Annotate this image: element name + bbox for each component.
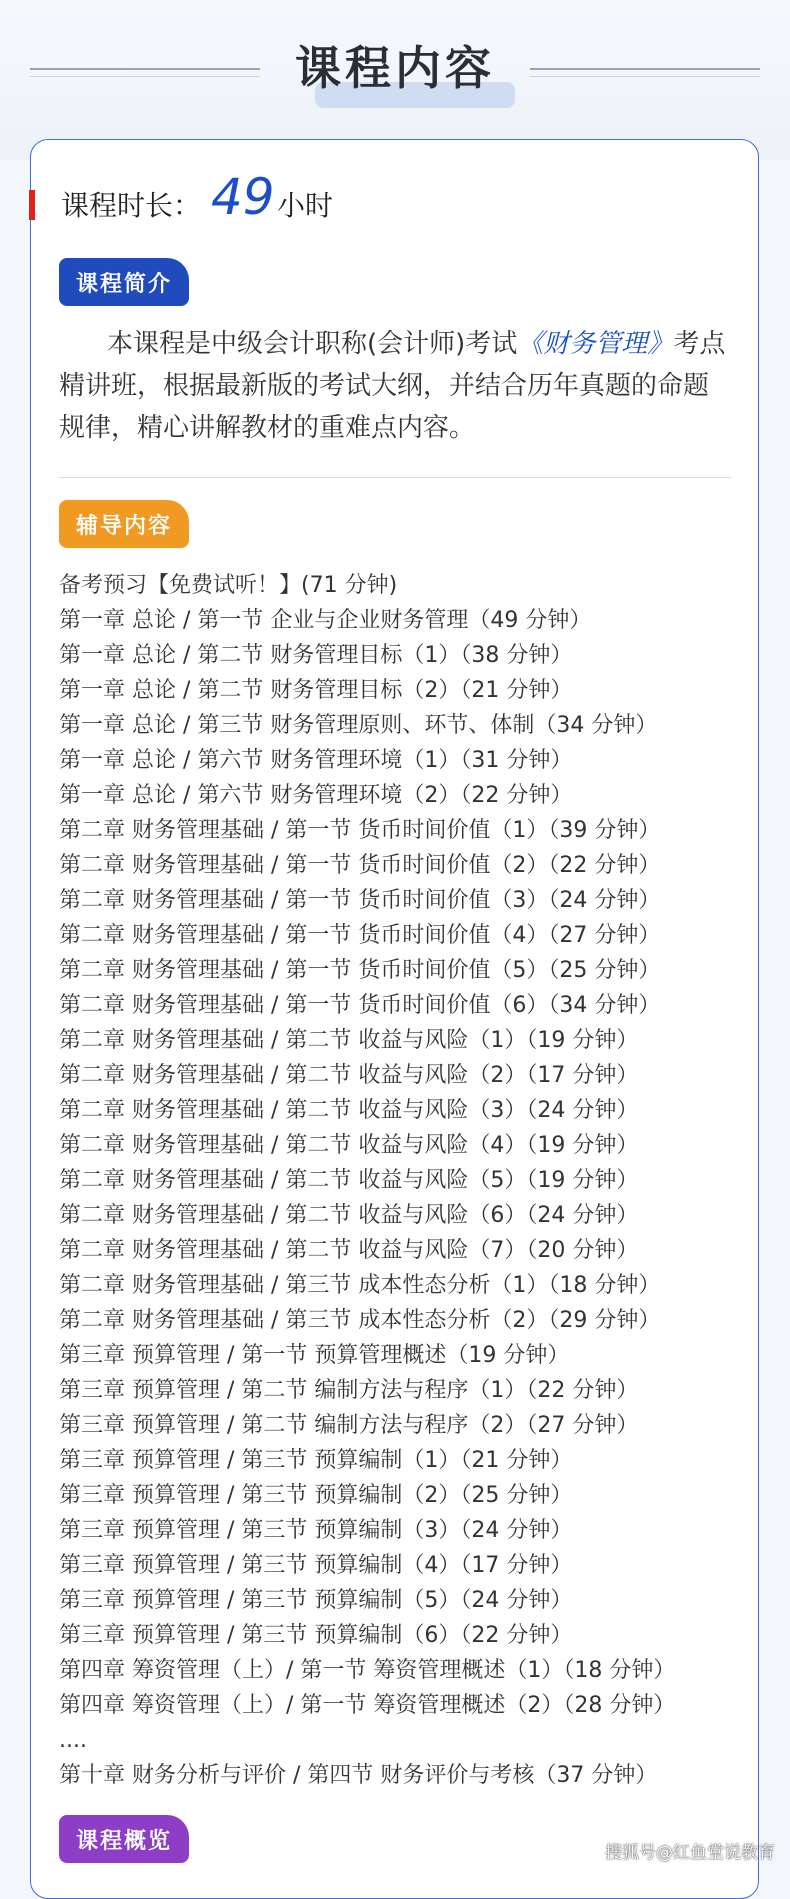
lesson-item: 第二章 财务管理基础 / 第二节 收益与风险（1）（19 分钟） [59,1028,639,1053]
lesson-item: 第二章 财务管理基础 / 第二节 收益与风险（5）（19 分钟） [59,1168,639,1193]
lesson-item: 第二章 财务管理基础 / 第二节 收益与风险（4）（19 分钟） [59,1133,639,1158]
lesson-item: 第一章 总论 / 第二节 财务管理目标（2）（21 分钟） [59,678,573,703]
lesson-item: 第十章 财务分析与评价 / 第四节 财务评价与考核（37 分钟） [59,1763,658,1788]
intro-text-before: 本课程是中级会计职称(会计师)考试 [107,329,518,359]
header-title-wrap [275,22,515,112]
lesson-item: 第一章 总论 / 第一节 企业与企业财务管理（49 分钟） [59,608,592,633]
lesson-item: 第一章 总论 / 第六节 财务管理环境（1）（31 分钟） [59,748,573,773]
tutoring-badge: 辅导内容 [59,500,189,548]
lesson-item: 第三章 预算管理 / 第三节 预算编制（4）（17 分钟） [59,1553,573,1578]
lesson-item: 第四章 筹资管理（上）/ 第一节 筹资管理概述（1）（18 分钟） [59,1658,676,1683]
lesson-item: 第二章 财务管理基础 / 第二节 收益与风险（7）（20 分钟） [59,1238,639,1263]
lesson-item: 第三章 预算管理 / 第二节 编制方法与程序（2）（27 分钟） [59,1413,639,1438]
lesson-item: 第一章 总论 / 第六节 财务管理环境（2）（22 分钟） [59,783,573,808]
lesson-item: 第二章 财务管理基础 / 第一节 货币时间价值（2）（22 分钟） [59,853,661,878]
lesson-item: 第一章 总论 / 第三节 财务管理原则、环节、体制（34 分钟） [59,713,658,738]
overview-badge: 课程概览 [59,1815,189,1863]
section-header [0,22,790,112]
lesson-item: 第二章 财务管理基础 / 第一节 货币时间价值（3）（24 分钟） [59,888,661,913]
lesson-item: 第三章 预算管理 / 第二节 编制方法与程序（1）（22 分钟） [59,1378,639,1403]
lesson-item: 第三章 预算管理 / 第一节 预算管理概述（19 分钟） [59,1343,570,1368]
lesson-item: 第二章 财务管理基础 / 第一节 货币时间价值（4）（27 分钟） [59,923,661,948]
lesson-item: 第三章 预算管理 / 第三节 预算编制（6）（22 分钟） [59,1623,573,1648]
header-line-right [530,68,760,77]
lesson-item: 第三章 预算管理 / 第三节 预算编制（5）（24 分钟） [59,1588,573,1613]
course-card [30,139,759,1899]
watermark: 搜狐号@红鱼堂说教育 [605,1843,775,1863]
lesson-item: 第四章 筹资管理（上）/ 第一节 筹资管理概述（2）（28 分钟） [59,1693,676,1718]
intro-badge: 课程简介 [59,258,189,306]
duration-unit: 小时 [277,189,334,222]
intro-text [59,323,734,449]
lesson-item: .... [59,1728,87,1753]
duration-label: 课程时长： [61,189,202,222]
lesson-item: 第三章 预算管理 / 第三节 预算编制（2）（25 分钟） [59,1483,573,1508]
lesson-item: 第二章 财务管理基础 / 第一节 货币时间价值（6）（34 分钟） [59,993,661,1018]
lesson-list [59,568,749,1793]
lesson-item: 第一章 总论 / 第二节 财务管理目标（1）（38 分钟） [59,643,573,668]
page-title: 课程内容 [295,41,495,95]
lesson-item: 第二章 财务管理基础 / 第三节 成本性态分析（1）（18 分钟） [59,1273,661,1298]
lesson-item: 第二章 财务管理基础 / 第二节 收益与风险（2）（17 分钟） [59,1063,639,1088]
intro-text-after: 考点精讲班，根据最新版的考试大纲，并结合历年真题的命题规律，精心讲解教材的重难点内容。 [59,329,726,443]
lesson-item: 第三章 预算管理 / 第三节 预算编制（3）（24 分钟） [59,1518,573,1543]
header-line-left [30,68,260,77]
duration-marker [29,190,35,220]
lesson-item: 备考预习【免费试听！】(71 分钟) [59,573,398,598]
lesson-item: 第二章 财务管理基础 / 第三节 成本性态分析（2）（29 分钟） [59,1308,661,1333]
intro-course-name: 《财务管理》 [517,329,674,359]
lesson-item: 第三章 预算管理 / 第三节 预算编制（1）（21 分钟） [59,1448,573,1473]
lesson-item: 第二章 财务管理基础 / 第一节 货币时间价值（5）（25 分钟） [59,958,661,983]
section-divider [59,477,731,478]
lesson-item: 第二章 财务管理基础 / 第二节 收益与风险（6）（24 分钟） [59,1203,639,1228]
duration-value: 49 [211,168,275,226]
lesson-item: 第二章 财务管理基础 / 第一节 货币时间价值（1）（39 分钟） [59,818,661,843]
lesson-item: 第二章 财务管理基础 / 第二节 收益与风险（3）（24 分钟） [59,1098,639,1123]
